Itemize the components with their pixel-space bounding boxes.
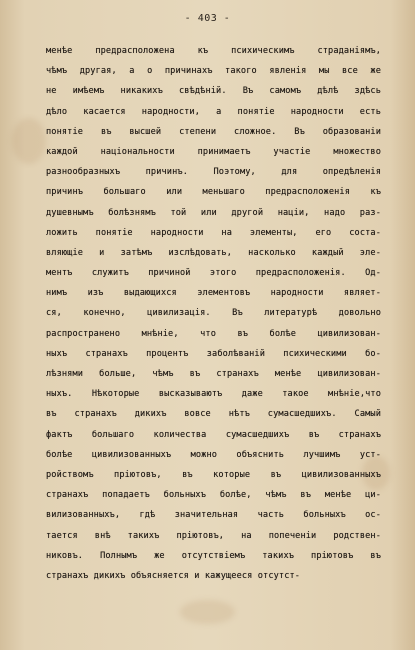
text-line: вляющiе и затѣмъ изслѣдовать, насколько каждый эле-: [46, 247, 381, 258]
page-number: - 403 -: [184, 13, 231, 24]
paper-stain: [180, 600, 235, 624]
text-line: каждой нацiональности принимаетъ участiе множество: [46, 146, 381, 157]
text-line: странахъ дикихъ объясняется и кажущееся отсутст-: [46, 570, 301, 581]
text-line: менѣе предрасположена къ психическимъ страданiямъ,: [46, 46, 381, 56]
text-line: распространено мнѣнiе, что въ болѣе цивилизован-: [46, 328, 381, 339]
text-line: душевнымъ болѣзнямъ той или другой нацiи, надо раз-: [46, 207, 381, 218]
text-line: нимъ изъ выдающихся элементовъ народности являет-: [46, 288, 381, 299]
text-line: чѣмъ другая, а о причинахъ такого явленiя мы все же: [46, 66, 381, 77]
text-line: фактъ большаго количества сумасшедшихъ въ странахъ: [46, 429, 381, 440]
text-line: ныхъ странахъ процентъ заболѣванiй психическими бо-: [46, 348, 381, 359]
text-line: понятiе въ высшей степени сложное. Въ образованiи: [46, 126, 381, 137]
text-line: лѣзнями больше, чѣмъ въ странахъ менѣе цивилизован-: [46, 369, 381, 379]
text-line: дѣло касается народности, а понятiе народности есть: [46, 106, 381, 117]
text-line: ложить понятiе народности на элементы, его соста-: [46, 227, 381, 238]
text-line: тается внѣ такихъ прiютовъ, на попеченiи родствен-: [46, 530, 381, 541]
body-text: [46, 41, 381, 586]
text-line: болѣе цивилизованныхъ можно объяснить лучшимъ уст-: [46, 449, 381, 460]
text-line: никовъ. Полнымъ же отсутствiемъ такихъ прiютовъ въ: [46, 550, 381, 561]
text-line: въ странахъ дикихъ вовсе нѣтъ сумасшедшихъ. Самый: [46, 409, 381, 420]
text-line: ройствомъ прiютовъ, въ которые въ цивилизованныхъ: [46, 469, 381, 480]
text-line: ныхъ. Нѣкоторые высказываютъ даже такое мнѣнiе,что: [46, 389, 381, 400]
text-line: не имѣемъ никакихъ свѣдѣнiй. Въ самомъ дѣлѣ здѣсь: [46, 86, 381, 97]
text-line: странахъ попадаетъ больныхъ болѣе, чѣмъ въ менѣе ци-: [46, 490, 381, 501]
text-line: ся, конечно, цивилизацiя. Въ литературѣ довольно: [46, 308, 381, 319]
text-line: вилизованныхъ, гдѣ значительная часть больныхъ ос-: [46, 510, 381, 521]
text-line: разнообразныхъ причинъ. Поэтому, для опредѣленiя: [46, 167, 381, 178]
paper-stain: [12, 118, 46, 164]
text-line: ментъ служитъ причиной этого предрасположенiя. Од-: [46, 268, 381, 279]
text-line: причинъ большаго или меньшаго предрасположенiя къ: [46, 187, 381, 198]
